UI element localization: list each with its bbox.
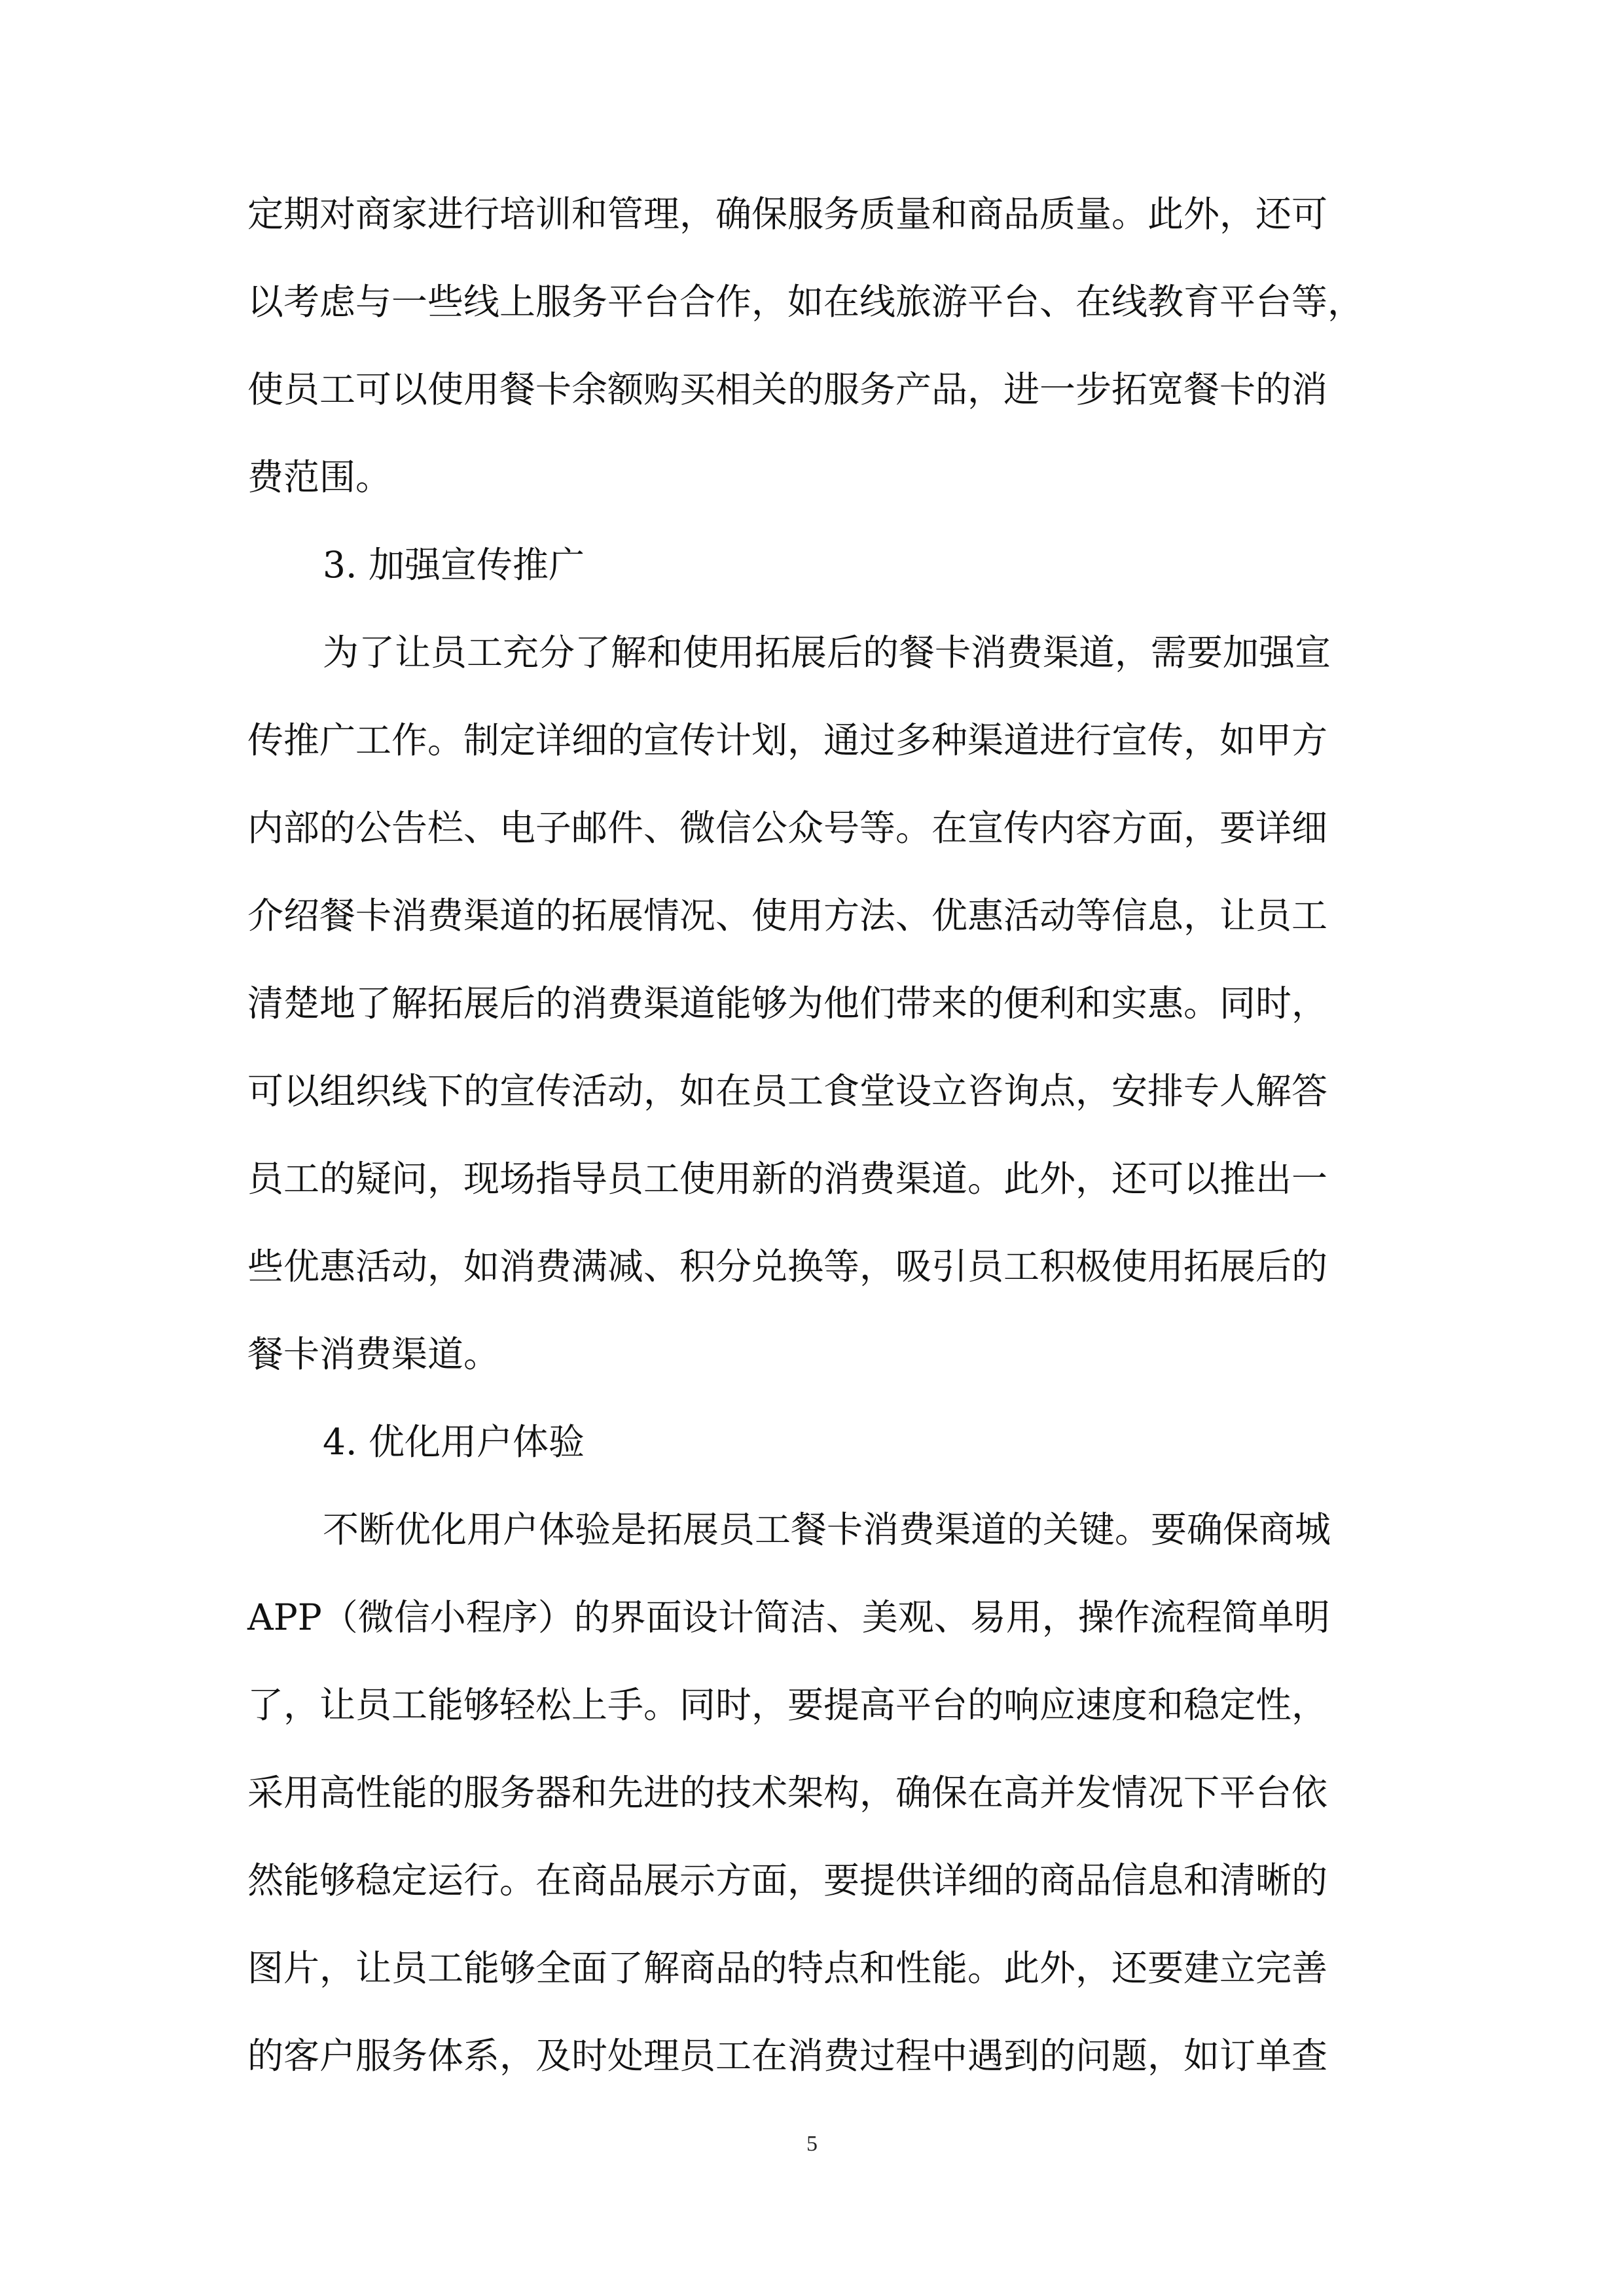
text-line-11: 可以组织线下的宣传活动，如在员工食堂设立咨询点，安排专人解答: [247, 1070, 1328, 1112]
text-line-22: 的客户服务体系，及时处理员工在消费过程中遇到的问题，如订单查: [247, 2035, 1328, 2077]
text-line-10: 清楚地了解拓展后的消费渠道能够为他们带来的便利和实惠。同时，: [247, 982, 1328, 1024]
text-line-12: 员工的疑问，现场指导员工使用新的消费渠道。此外，还可以推出一: [247, 1158, 1328, 1200]
text-line-18: 了，让员工能够轻松上手。同时，要提高平台的响应速度和稳定性，: [247, 1684, 1328, 1726]
text-line-20: 然能够稳定运行。在商品展示方面，要提供详细的商品信息和清晰的: [247, 1859, 1328, 1901]
text-line-4: 费范围。: [247, 456, 392, 498]
paragraph-start-line: 不断优化用户体验是拓展员工餐卡消费渠道的关键。要确保商城: [323, 1509, 1331, 1551]
text-line-9: 介绍餐卡消费渠道的拓展情况、使用方法、优惠活动等信息，让员工: [247, 895, 1328, 937]
text-line-17: APP（微信小程序）的界面设计简洁、美观、易用，操作流程简单明: [247, 1596, 1330, 1638]
section-heading-4: 4. 优化用户体验: [323, 1421, 585, 1463]
text-line-13: 些优惠活动，如消费满减、积分兑换等，吸引员工积极使用拓展后的: [247, 1246, 1328, 1287]
text-line-7: 传推广工作。制定详细的宣传计划，通过多种渠道进行宣传，如甲方: [247, 719, 1328, 761]
page-number: 5: [806, 2132, 818, 2156]
text-line-8: 内部的公告栏、电子邮件、微信公众号等。在宣传内容方面，要详细: [247, 807, 1328, 849]
text-line-3: 使员工可以使用餐卡余额购买相关的服务产品，进一步拓宽餐卡的消: [247, 368, 1328, 410]
text-line-14: 餐卡消费渠道。: [247, 1333, 500, 1375]
text-line-19: 采用高性能的服务器和先进的技术架构，确保在高并发情况下平台依: [247, 1772, 1328, 1814]
text-line-1: 定期对商家进行培训和管理，确保服务质量和商品质量。此外，还可: [247, 193, 1328, 235]
text-line-21: 图片，让员工能够全面了解商品的特点和性能。此外，还要建立完善: [247, 1947, 1328, 1989]
text-line-2: 以考虑与一些线上服务平台合作，如在线旅游平台、在线教育平台等，: [247, 281, 1364, 323]
section-heading-3: 3. 加强宣传推广: [323, 544, 585, 586]
paragraph-start-line: 为了让员工充分了解和使用拓展后的餐卡消费渠道，需要加强宣: [323, 632, 1331, 673]
body-text: [247, 170, 1386, 2100]
